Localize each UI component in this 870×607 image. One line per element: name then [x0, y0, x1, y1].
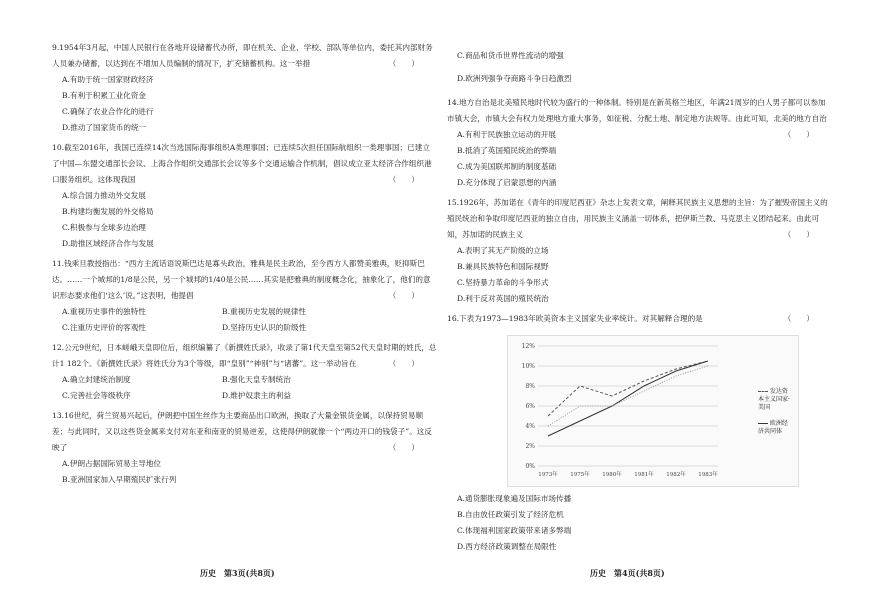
option[interactable]: A.重视历史事件的独特性	[62, 307, 146, 316]
page-footer-right: 历史 第4页(共8页)	[590, 568, 665, 578]
option[interactable]: B.强化天皇专制统治	[222, 375, 291, 384]
q12-text: 12.公元9世纪，日本嵯峨天皇即位后，组织编纂了《新撰姓氏录》，收录了第1代天皇至第52代天皇时期的姓氏，总计1 182个。《新撰姓氏录》将姓氏分为3个等级，即“皇别”“神别”与“诸蕃”。这一举动旨在	[52, 343, 437, 368]
q9-text: 9.1954年3月起，中国人民银行在各地开设储蓄代办所，即在机关、企业、学校、部队等单位内，委托其内部财务人员兼办储蓄，以达到在不增加人员编制的情况下，扩充储蓄机构。这一举措	[52, 43, 433, 68]
y-tick-label: 6%	[525, 402, 535, 410]
option[interactable]: A.有利于民族独立运动的开展	[457, 129, 557, 139]
option[interactable]: A.表明了其无产阶级的立场	[457, 245, 549, 255]
option[interactable]: B.有利于积累工业化资金	[62, 91, 146, 100]
unemployment-chart	[507, 335, 799, 487]
question-16	[447, 311, 832, 555]
question-11	[52, 256, 437, 336]
x-tick-label: 1980年	[602, 471, 622, 478]
question-14	[447, 95, 832, 191]
answer-blank: （ ）	[783, 129, 814, 139]
option[interactable]: D.助推区域经济合作与发展	[62, 239, 154, 248]
question-9	[52, 40, 437, 136]
option[interactable]: C.体现福利国家政策带来诸多弊端	[457, 525, 572, 535]
legend-label: 欧洲经济共同体	[758, 419, 788, 435]
option[interactable]: B.亚洲国家加入早期殖民扩张行列	[62, 475, 177, 484]
q10-text: 10.截至2016年，我国已连续14次当选国际海事组织A类理事国；已连续5次担任国际航组织一类理事国；已建立了中国—东盟交通部长会议、上海合作组织交通部长会议等多个交通运输合作机制，倡议成立亚太经济合作组织港口服务组织。这体现我国	[52, 143, 432, 184]
x-tick-label: 1973年	[538, 471, 558, 478]
x-tick-label: 1981年	[634, 471, 654, 478]
right-column	[447, 40, 832, 555]
option[interactable]: C.积极参与全球多边治理	[62, 223, 146, 232]
question-15	[447, 195, 832, 307]
answer-blank: （ ）	[388, 443, 419, 452]
answer-blank: （ ）	[783, 313, 814, 323]
x-tick-label: 1982年	[666, 471, 686, 478]
option[interactable]: C.注重历史评价的客观性	[62, 323, 146, 332]
q11-text: 11.钱乘旦教授指出：“西方主流话语说斯巴达是寡头政治，雅典是民主政治，至今西方人都赞美雅典，贬抑斯巴达。……一个城邦的1/8是公民，另一个城邦的1/40是公民……其实是把雅典的制度概念化，抽象化了，他们的意识形态要求他们‘这么’说。”这表明，他提倡	[52, 259, 431, 300]
y-tick-label: 0%	[525, 462, 535, 470]
option[interactable]: D.西方经济政策调整在局限性	[457, 541, 557, 551]
option[interactable]: C.坚持暴力革命的斗争形式	[457, 277, 549, 287]
option[interactable]: D.推动了国家货币的统一	[62, 123, 147, 132]
option[interactable]: B.自由放任政策引发了经济危机	[457, 509, 564, 519]
option[interactable]: D.充分体现了启蒙思想的内涵	[457, 177, 557, 187]
q13-text: 13.16世纪，荷兰贸易兴起后，伊朗把中国生丝作为主要商品出口欧洲，换取了大量金银货金属，以保持贸易顺差；与此同时，又以这些货金属来支付对东亚和南亚的贸易逆差，这使得伊朗就像一个“两边开口的钱袋子”。这反映了	[52, 411, 432, 452]
option[interactable]: C.成为美国联邦制的制度基础	[457, 161, 557, 171]
answer-blank: （ ）	[388, 59, 419, 68]
answer-blank: （ ）	[388, 291, 419, 300]
option[interactable]: A.确立封建统治制度	[62, 375, 131, 384]
option[interactable]: D.坚持历史认识的阶级性	[222, 323, 307, 332]
y-tick-label: 4%	[525, 422, 535, 430]
option[interactable]: B.兼具民族特色和国际视野	[457, 261, 549, 271]
y-tick-label: 2%	[525, 442, 535, 450]
option[interactable]: D.利于反对英国的殖民统治	[457, 293, 549, 303]
legend-label: 发达资本主义国家·美国	[758, 387, 790, 411]
x-tick-label: 1983年	[698, 471, 718, 478]
question-13	[52, 408, 437, 488]
legend-item	[758, 388, 792, 412]
option[interactable]: B.重视历史发展的规律性	[222, 307, 306, 316]
y-tick-label: 12%	[521, 342, 535, 350]
question-10	[52, 140, 437, 252]
question-12	[52, 340, 437, 404]
option[interactable]: D.欧洲列强争夺商路斗争日趋激烈	[457, 74, 572, 84]
option[interactable]: B.构建均衡发展的外交格局	[62, 207, 154, 216]
x-tick-label: 1975年	[570, 471, 590, 478]
option[interactable]: A.伊朗占据国际贸易主导地位	[62, 459, 162, 468]
option[interactable]: C.确保了农业合作化的进行	[62, 107, 154, 116]
page-footer-left: 历史 第3页(共8页)	[200, 568, 275, 578]
y-tick-label: 8%	[525, 382, 535, 390]
y-tick-label: 10%	[521, 362, 535, 370]
q15-text: 15.1926年，苏加诺在《青年的印度尼西亚》杂志上发表文章，阐释其民族主义思想的主旨：为了摧毁帝国主义的殖民统治和争取印度尼西亚的独立自由，用民族主义涵盖一切体系，把伊斯兰教、马克思主义团结起来。由此可知，苏加诺的民族主义	[447, 197, 828, 239]
q14-text: 14.地方自治是北美殖民地时代较为盛行的一种体制。特别是在新英格兰地区，年满21周岁的白人男子都可以参加市镇大会，市镇大会有权力处理地方重大事务，如征税、分配土地、制定地方法规等。由此可知，北美的地方自治	[447, 97, 827, 123]
option[interactable]: B.抵消了英国殖民统治的弊端	[457, 145, 557, 155]
answer-blank: （ ）	[783, 229, 814, 239]
option[interactable]: C.商品和货币世界性流动的增强	[457, 50, 564, 60]
left-column	[52, 40, 437, 488]
series-line	[548, 361, 708, 416]
option[interactable]: C.完善社会等级秩序	[62, 391, 131, 400]
legend-item	[758, 420, 792, 436]
chart-svg	[508, 336, 798, 486]
option[interactable]: D.维护奴隶主的利益	[222, 391, 291, 400]
answer-blank: （ ）	[388, 175, 419, 184]
option[interactable]: A.综合国力推动外交发展	[62, 191, 146, 200]
answer-blank: （ ）	[388, 359, 419, 368]
option[interactable]: A.通货膨胀现象遍及国际市场传播	[457, 493, 572, 503]
option[interactable]: A.有助于统一国家财政经济	[62, 75, 154, 84]
q16-text: 16.下表为1973—1983年欧美资本主义国家失业率统计。对其解释合理的是	[447, 313, 703, 323]
series-line	[548, 361, 708, 436]
